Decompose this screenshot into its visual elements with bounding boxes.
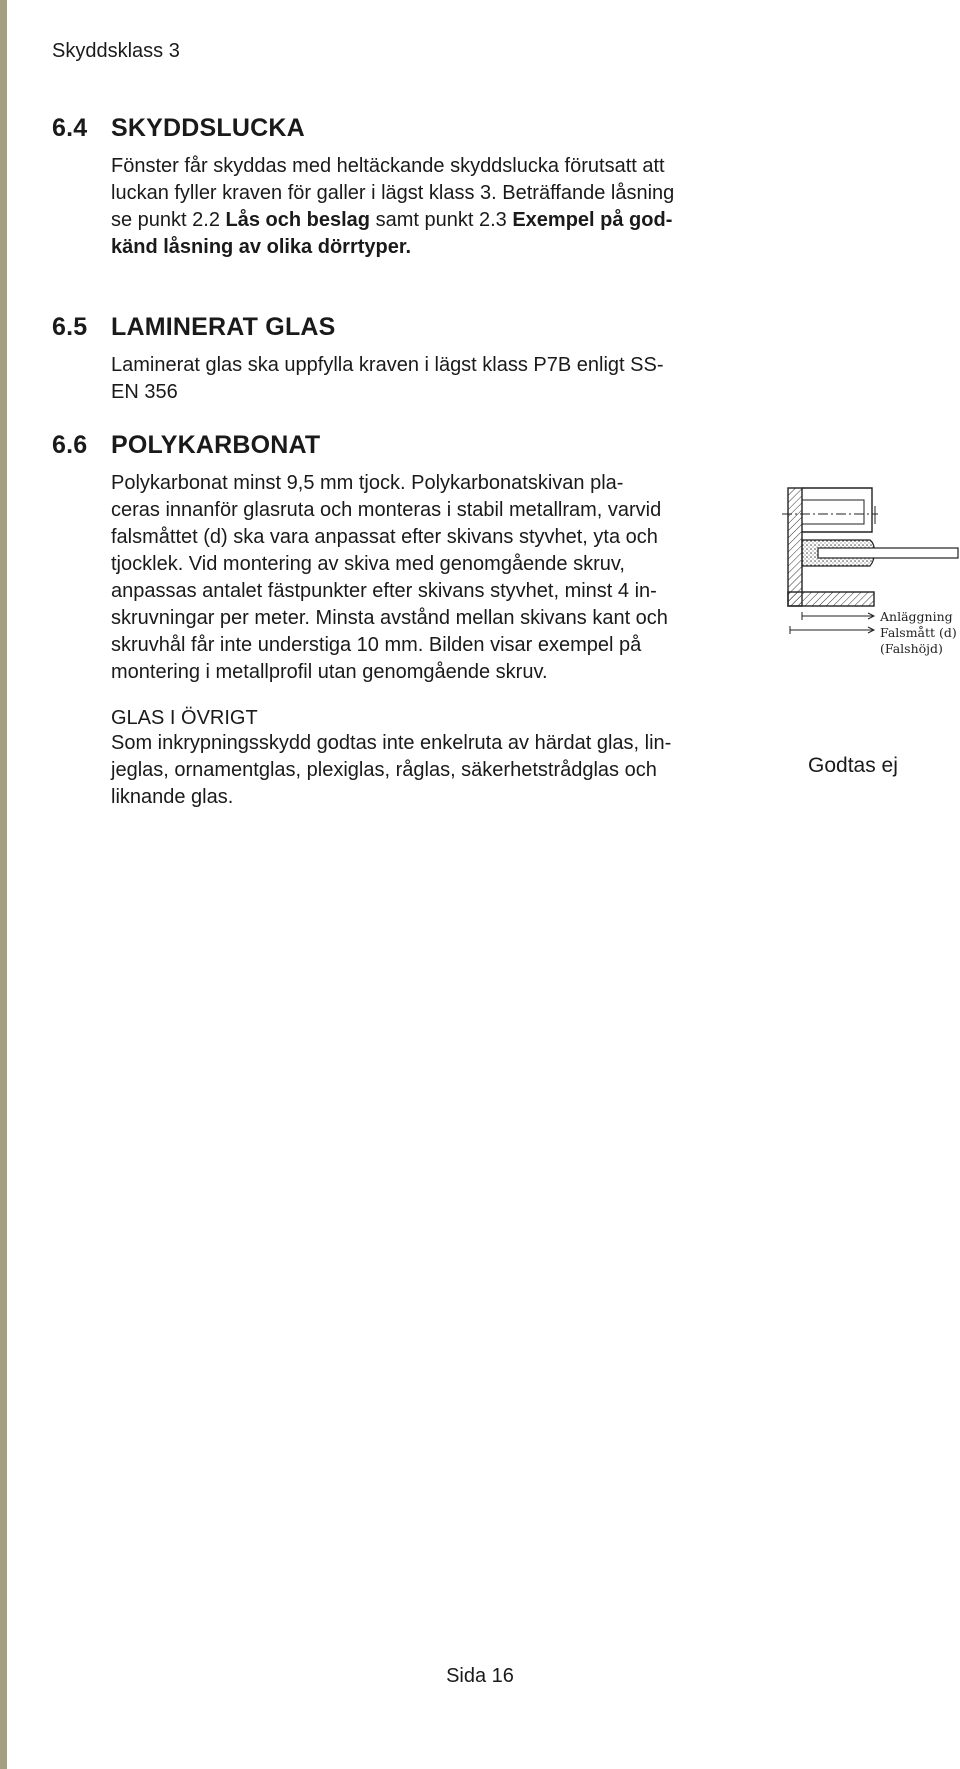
- text-run: montering i metallprofil utan genomgående skruv.: [111, 661, 548, 683]
- text-run: samt punkt 2.3: [370, 209, 513, 231]
- text-line: [111, 155, 665, 177]
- section-heading: [52, 313, 712, 342]
- text-run: Fönster får skyddas med heltäckande skyddslucka förutsatt att: [111, 155, 665, 177]
- section-heading: [52, 431, 712, 460]
- text-line: [111, 381, 178, 403]
- bold-text-run: Exempel på god-: [512, 209, 673, 231]
- section-body: [111, 470, 712, 686]
- text-line: [111, 607, 668, 629]
- profile-inner: [802, 500, 864, 524]
- text-line: [111, 354, 664, 376]
- glas-i-ovrigt-title: GLAS I ÖVRIGT: [111, 707, 258, 729]
- section-body: [111, 153, 712, 261]
- section-body: [111, 352, 712, 406]
- section-number: 6.5: [52, 313, 88, 341]
- text-line: [111, 499, 661, 521]
- section-heading: [52, 114, 712, 143]
- bold-text-run: känd låsning av olika dörrtyper.: [111, 236, 412, 258]
- glas-i-ovrigt-block: [111, 707, 731, 811]
- section-number: 6.6: [52, 431, 88, 459]
- profile-outline: [802, 488, 872, 532]
- text-run: luckan fyller kraven för galler i lägst klass 3. Beträffande låsning: [111, 182, 675, 204]
- text-line: [111, 553, 625, 575]
- bold-text-run: Lås och beslag: [225, 209, 371, 231]
- section-6-4: [52, 114, 712, 261]
- mounting-profile-figure: [778, 484, 960, 664]
- profile-drawing: [778, 484, 960, 664]
- hatched-base: [788, 592, 874, 606]
- text-line: [111, 182, 674, 204]
- figure-caption: Godtas ej: [808, 754, 898, 777]
- text-line: [111, 236, 411, 258]
- text-line: [111, 209, 672, 231]
- text-line: [111, 472, 623, 494]
- text-line: Som inkrypningsskydd godtas inte enkelruta av härdat glas, lin-: [111, 732, 672, 754]
- label-anlaggning: Anläggning: [880, 609, 953, 624]
- text-run: Polykarbonat minst 9,5 mm tjock. Polykarbonatskivan pla-: [111, 472, 624, 494]
- polycarbonate-sheet: [818, 548, 958, 558]
- section-title: SKYDDSLUCKA: [111, 114, 305, 142]
- text-line: [111, 580, 657, 602]
- page-number: Sida 16: [446, 1665, 514, 1687]
- text-run: falsmåttet (d) ska vara anpassat efter skivans styvhet, yta och: [111, 526, 658, 548]
- section-title: POLYKARBONAT: [111, 431, 321, 459]
- section-6-5: [52, 313, 712, 406]
- text-line: [111, 526, 658, 548]
- label-falshojd: (Falshöjd): [880, 641, 943, 656]
- page-margin-bar: [0, 0, 7, 1769]
- text-run: skruvhål får inte understiga 10 mm. Bilden visar exempel på: [111, 634, 642, 656]
- text-run: tjocklek. Vid montering av skiva med genomgående skruv,: [111, 553, 625, 575]
- hatched-frame: [788, 488, 802, 606]
- text-line: liknande glas.: [111, 786, 234, 808]
- running-header: Skyddsklass 3: [52, 40, 180, 62]
- label-falsmatt: Falsmått (d): [880, 625, 957, 640]
- text-run: EN 356: [111, 381, 178, 403]
- text-line: [111, 661, 548, 683]
- text-run: Laminerat glas ska uppfylla kraven i lägst klass P7B enligt SS-: [111, 354, 664, 376]
- text-run: skruvningar per meter. Minsta avstånd mellan skivans kant och: [111, 607, 668, 629]
- section-6-6: [52, 431, 712, 686]
- section-title: LAMINERAT GLAS: [111, 313, 336, 341]
- text-line: [111, 634, 641, 656]
- text-run: ceras innanför glasruta och monteras i stabil metallram, varvid: [111, 499, 662, 521]
- text-run: anpassas antalet fästpunkter efter skivans styvhet, minst 4 in-: [111, 580, 657, 602]
- glas-i-ovrigt-text: [111, 730, 731, 811]
- section-number: 6.4: [52, 114, 88, 142]
- text-run: se punkt 2.2: [111, 209, 226, 231]
- text-line: jeglas, ornamentglas, plexiglas, råglas, säkerhetstrådglas och: [111, 759, 657, 781]
